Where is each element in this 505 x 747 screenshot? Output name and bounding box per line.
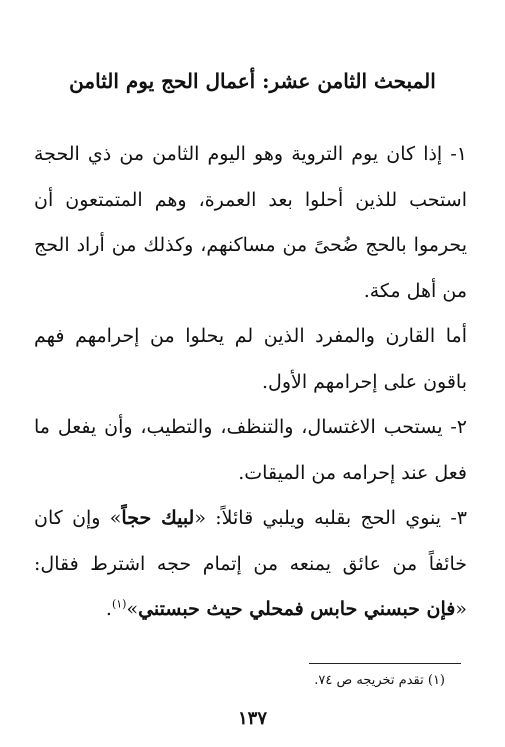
- footnote-separator: [309, 663, 461, 664]
- paragraph-3-lead: ٣- ينوي الحج بقلبه ويلبي قائلاً: «: [194, 507, 467, 529]
- footnote: (١) تقدم تخريجه ص ٧٤.: [314, 673, 445, 688]
- footnote-reference: (١): [111, 597, 127, 611]
- paragraph-3-end: »: [126, 598, 139, 620]
- paragraph-1b: أما القارن والمفرد الذين لم يحلوا من إحرامهم فهم باقون على إحرامهم الأول.: [34, 325, 467, 393]
- page-number: ١٣٧: [237, 708, 267, 729]
- body-text: [34, 132, 467, 633]
- paragraph-2: ٢- يستحب الاغتسال، والتنظف، والتطيب، وأن يفعل ما فعل عند إحرامه من الميقات.: [34, 416, 467, 484]
- paragraph-1: ١- إذا كان يوم التروية وهو اليوم الثامن من ذي الحجة استحب للذين أحلوا بعد العمرة، وهم المتمتعون أن يحرموا بالحج ضُحىً من مساكنهم، وكذلك من أراد الحج من أهل مكة.: [34, 143, 467, 302]
- condition-quote: فإن حبسني حابس فمحلي حيث حبستني: [138, 598, 456, 620]
- paragraph-3: [34, 496, 467, 633]
- paragraph-3-tail: .: [105, 598, 112, 620]
- paragraph-3-mid: » وإن كان خائفاً من عائق يمنعه من إتمام حجه اشترط فقال: «: [34, 507, 467, 620]
- talbiya-quote: لبيك حجاً: [121, 507, 195, 529]
- section-heading: المبحث الثامن عشر: أعمال الحج يوم الثامن: [69, 69, 436, 93]
